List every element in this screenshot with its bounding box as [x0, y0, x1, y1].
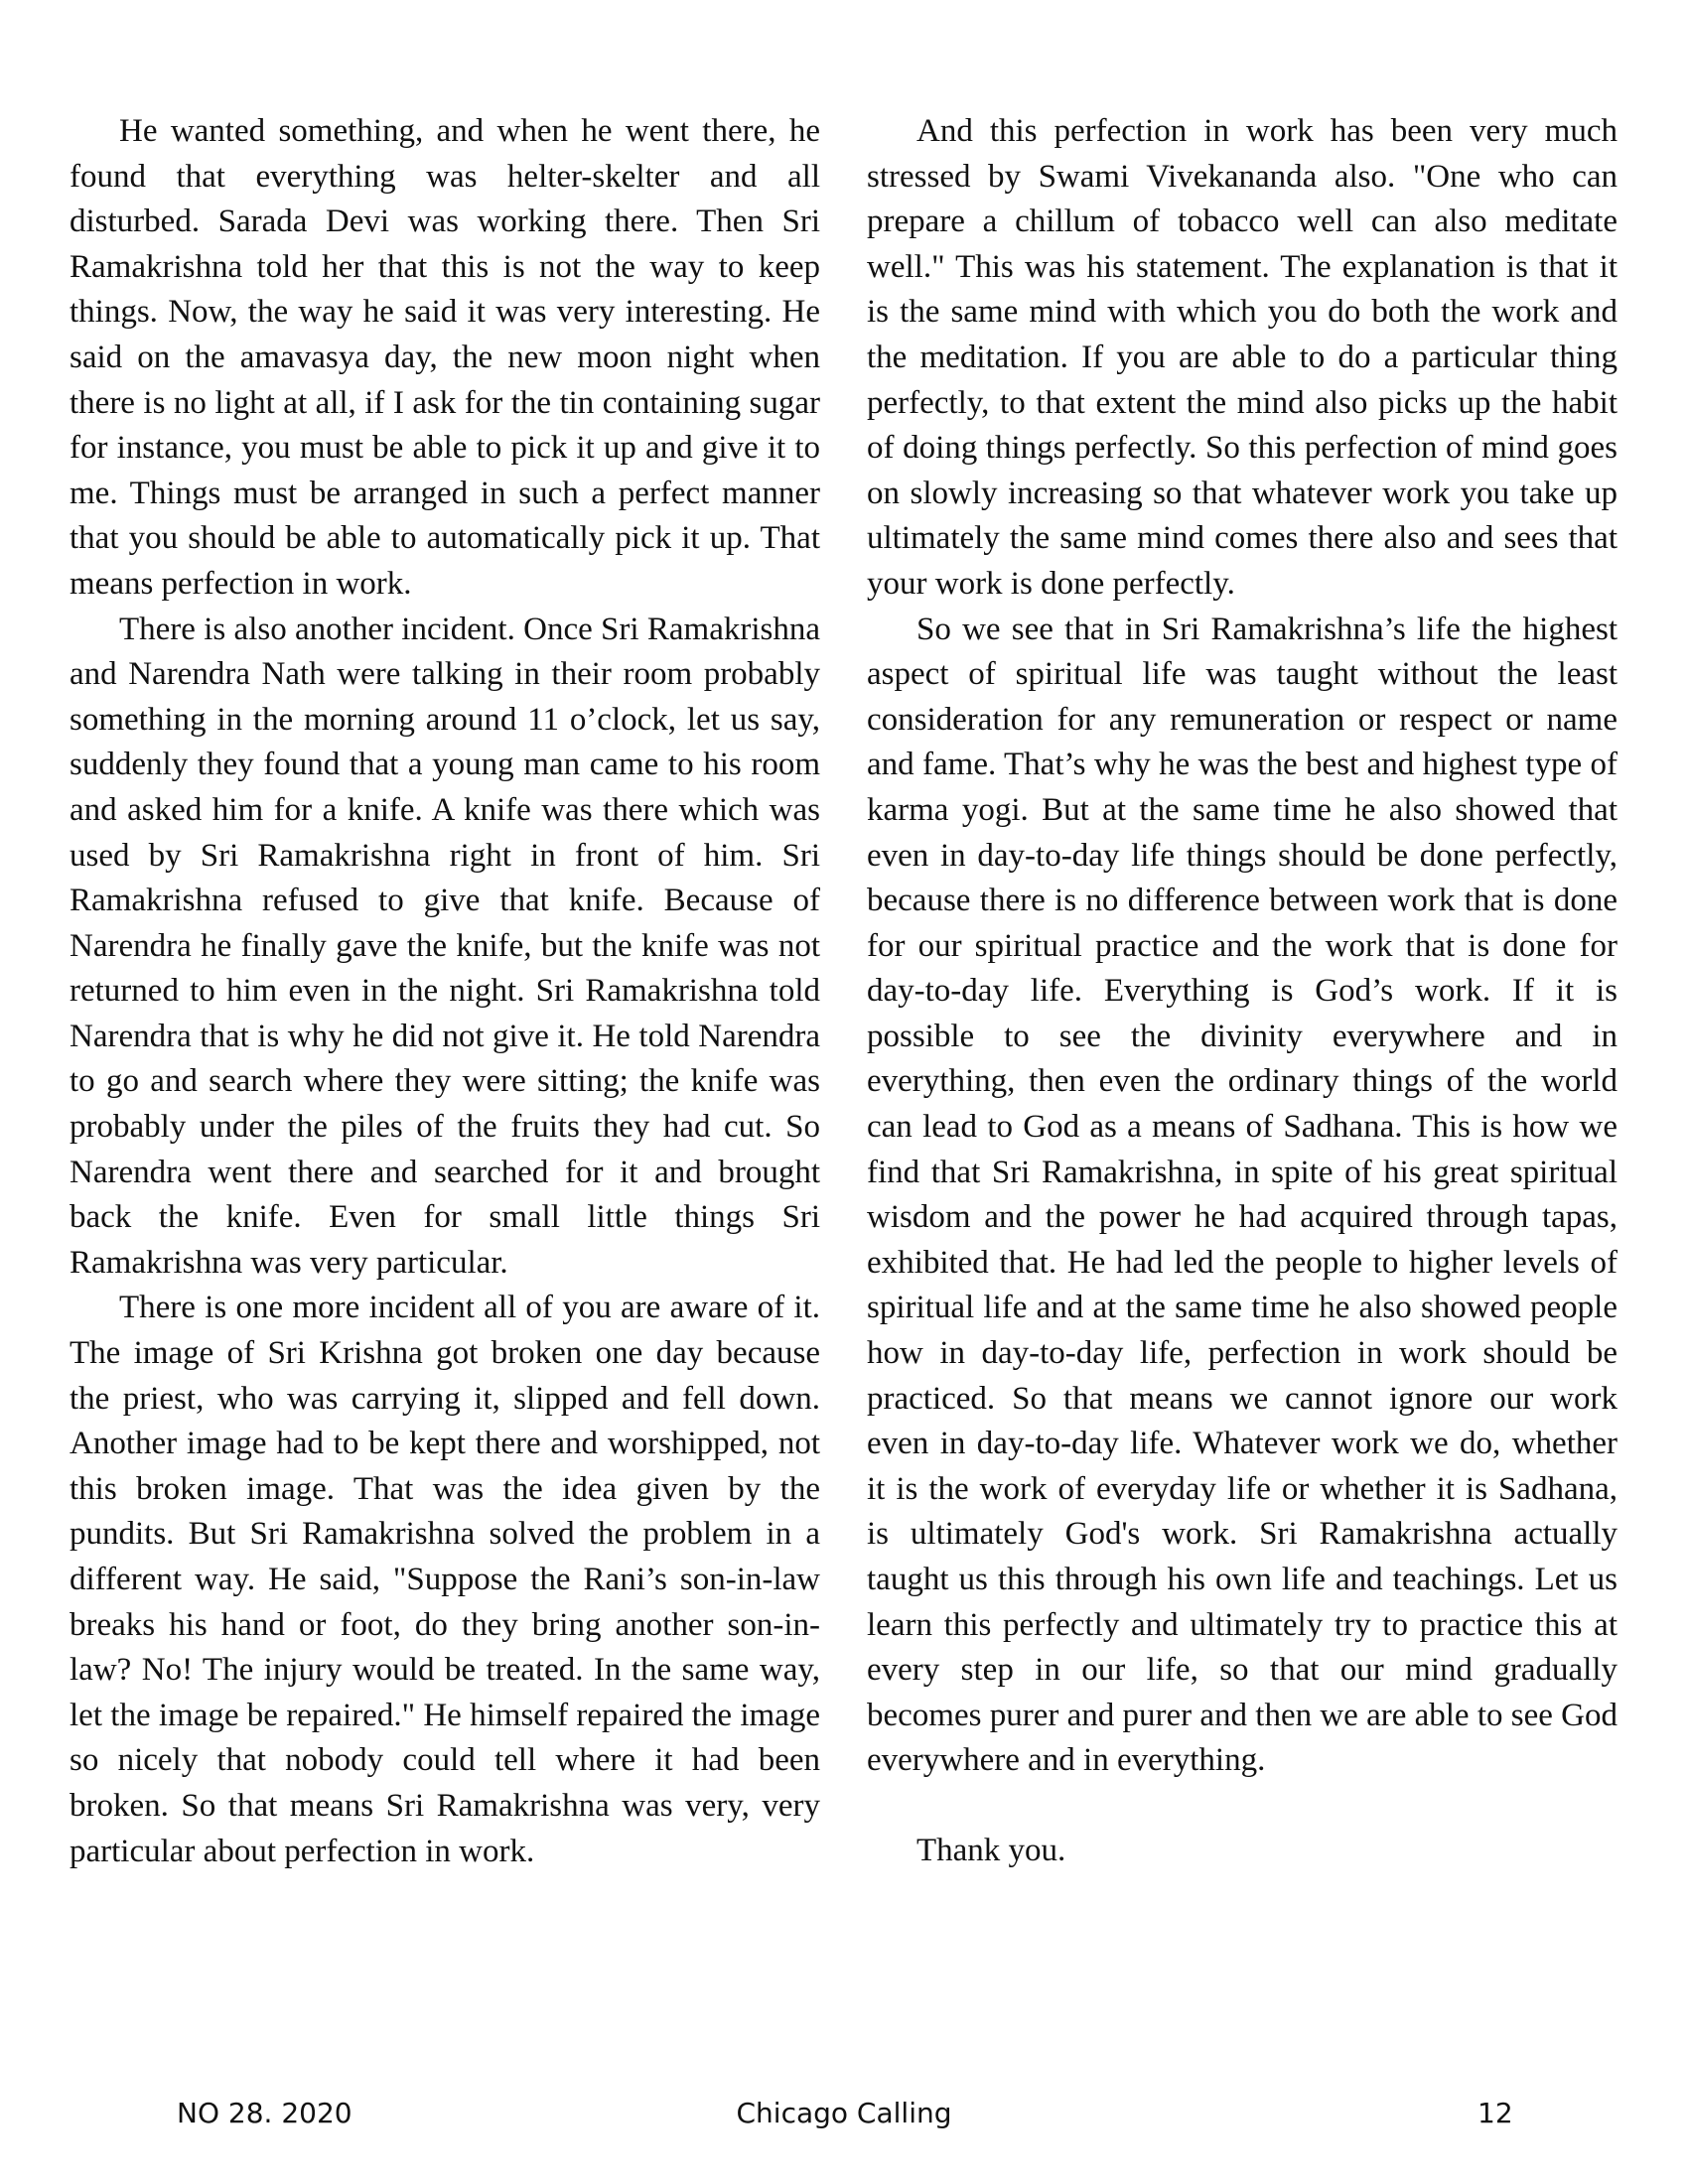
footer-issue-number: NO 28. 2020	[177, 2097, 352, 2129]
right-text-column	[867, 109, 1618, 1874]
footer-publication-title: Chicago Calling	[736, 2097, 952, 2129]
body-paragraph: He wanted something, and when he went there, he found that everything was helter-skelter and all disturbed. Sarada Devi was working there. Then Sri Ramakrishna told her that this is not the way to keep things. Now, the way he said it was very interesting. He said on the amavasya day, the new moon night when there is no light at all, if I ask for the tin containing sugar for instance, you must be able to pick it up and give it to me. Things must be arranged in such a perfect manner that you should be able to automatically pick it up. That means perfection in work.	[70, 113, 820, 602]
page-footer	[0, 2097, 1688, 2136]
closing-line: Thank you.	[916, 1832, 1066, 1868]
body-paragraph: So we see that in Sri Ramakrishna’s life the highest aspect of spiritual life was taught without the least consideration for any remuneration or respect or name and fame. That’s why he was the best and highest type of karma yogi. But at the same time he also showed that even in day-to-day life things should be done perfectly, because there is no difference between work that is done for our spiritual practice and the work that is done for day-to-day life. Everything is God’s work. If it is possible to see the divinity everywhere and in everything, then even the ordinary things of the world can lead to God as a means of Sadhana. This is how we find that Sri Ramakrishna, in spite of his great spiritual wisdom and the power he had acquired through tapas, exhibited that. He had led the people to higher levels of spiritual life and at the same time he also showed people how in day-to-day life, perfection in work should be practiced. So that means we cannot ignore our work even in day-to-day life. Whatever work we do, whether it is the work of everyday life or whether it is Sadhana, is ultimately God's work. Sri Ramakrishna actually taught us this through his own life and teachings. Let us learn this perfectly and ultimately try to practice this at every step in our life, so that our mind gradually becomes purer and purer and then we are able to see God everywhere and in everything.	[867, 611, 1618, 1779]
body-paragraph: And this perfection in work has been very much stressed by Swami Vivekananda also. "One who can prepare a chillum of tobacco well can also meditate well." This was his statement. The explanation is that it is the same mind with which you do both the work and the meditation. If you are able to do a particular thing perfectly, to that extent the mind also picks up the habit of doing things perfectly. So this perfection of mind goes on slowly increasing so that whatever work you take up ultimately the same mind comes there also and sees that your work is done perfectly.	[867, 113, 1618, 602]
body-paragraph: There is also another incident. Once Sri Ramakrishna and Narendra Nath were talking in their room probably something in the morning around 11 o’clock, let us say, suddenly they found that a young man came to his room and asked him for a knife. A knife was there which was used by Sri Ramakrishna right in front of him. Sri Ramakrishna refused to give that knife. Because of Narendra he finally gave the knife, but the knife was not returned to him even in the night. Sri Ramakrishna told Narendra that is why he did not give it. He told Narendra to go and search where they were sitting; the knife was probably under the piles of the fruits they had cut. So Narendra went there and searched for it and brought back the knife. Even for small little things Sri Ramakrishna was very particular.	[70, 611, 820, 1281]
footer-page-number: 12	[1477, 2097, 1513, 2129]
left-text-column	[70, 109, 820, 1874]
body-paragraph: There is one more incident all of you are aware of it. The image of Sri Krishna got broken one day because the priest, who was carrying it, slipped and fell down. Another image had to be kept there and worshipped, not this broken image. That was the idea given by the pundits. But Sri Ramakrishna solved the problem in a different way. He said, "Suppose the Rani’s son-in-law breaks his hand or foot, do they bring another son-in-law? No! The injury would be treated. In the same way, let the image be repaired." He himself repaired the image so nicely that nobody could tell where it had been broken. So that means Sri Ramakrishna was very, very particular about perfection in work.	[70, 1290, 820, 1869]
